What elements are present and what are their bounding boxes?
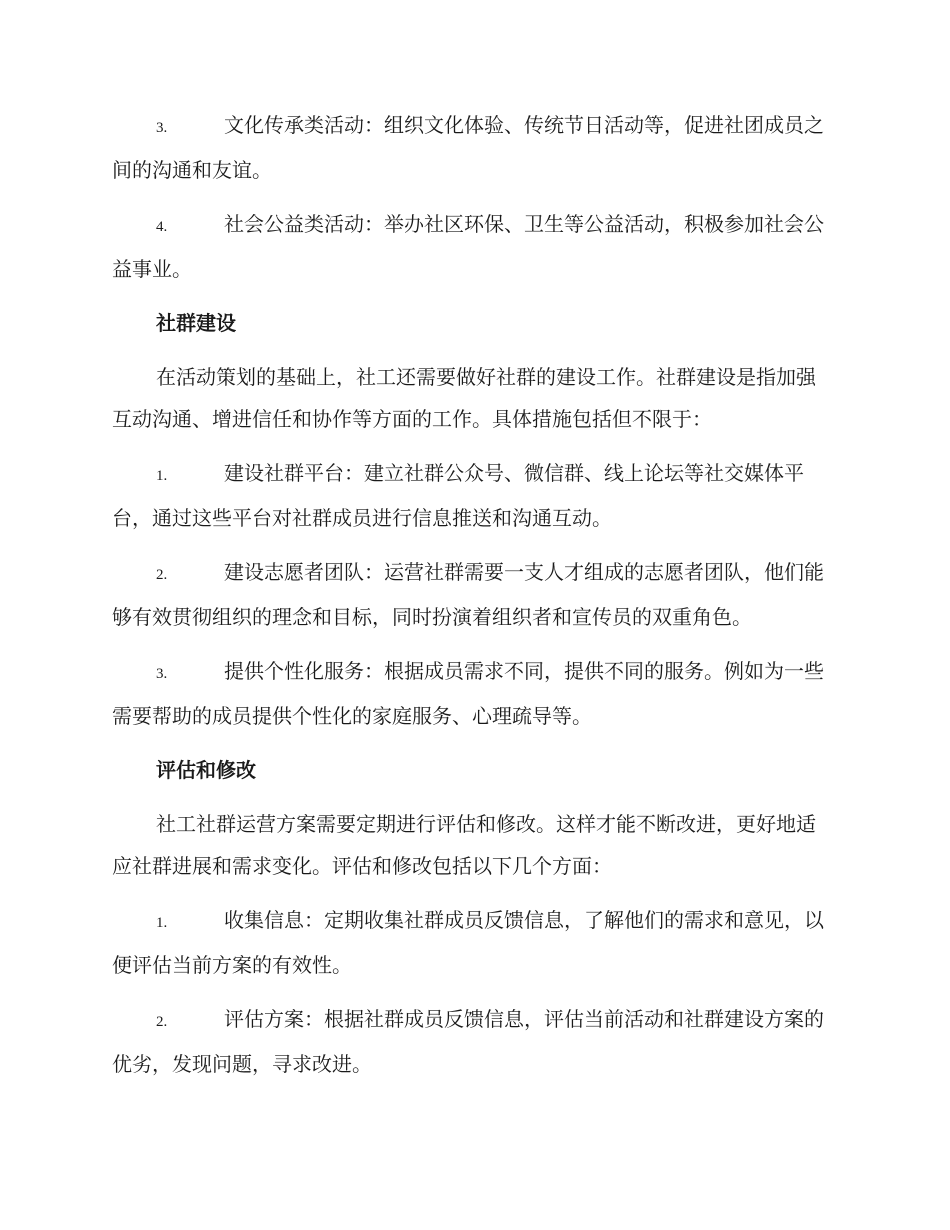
list-item-collect-information bbox=[112, 899, 834, 986]
list-item-text: 文化传承类活动：组织文化体验、传统节日活动等，促进社团成员之间的沟通和友谊。 bbox=[112, 113, 824, 182]
list-number: 1. bbox=[156, 915, 168, 931]
list-number: 2. bbox=[156, 1014, 168, 1030]
paragraph-community-building-intro: 在活动策划的基础上，社工还需要做好社群的建设工作。社群建设是指加强互动沟通、增进信任和协作等方面的工作。具体措施包括但不限于： bbox=[112, 365, 816, 431]
list-item-culture-activities bbox=[112, 104, 834, 191]
list-item-evaluate-plan bbox=[112, 998, 834, 1085]
list-number: 1. bbox=[156, 468, 168, 484]
section-heading-evaluation: 评估和修改 bbox=[156, 758, 256, 782]
list-item-public-welfare-activities bbox=[112, 203, 834, 290]
list-item-text: 建设社群平台：建立社群公众号、微信群、线上论坛等社交媒体平台，通过这些平台对社群成员进行信息推送和沟通互动。 bbox=[112, 461, 804, 530]
paragraph-evaluation-intro: 社工社群运营方案需要定期进行评估和修改。这样才能不断改进，更好地适应社群进展和需求变化。评估和修改包括以下几个方面： bbox=[112, 812, 816, 878]
list-number: 4. bbox=[156, 219, 168, 235]
list-number: 3. bbox=[156, 666, 168, 682]
document-body bbox=[112, 104, 834, 1097]
list-item-text: 提供个性化服务：根据成员需求不同，提供不同的服务。例如为一些需要帮助的成员提供个性化的家庭服务、心理疏导等。 bbox=[112, 659, 824, 728]
list-item-personalized-service bbox=[112, 650, 834, 737]
list-item-text: 评估方案：根据社群成员反馈信息，评估当前活动和社群建设方案的优劣，发现问题，寻求改进。 bbox=[112, 1007, 824, 1076]
list-item-text: 收集信息：定期收集社群成员反馈信息，了解他们的需求和意见，以便评估当前方案的有效性。 bbox=[112, 908, 824, 977]
list-item-volunteer-team bbox=[112, 551, 834, 638]
section-heading-community-building: 社群建设 bbox=[156, 311, 236, 335]
list-item-text: 建设志愿者团队：运营社群需要一支人才组成的志愿者团队，他们能够有效贯彻组织的理念和目标，同时扮演着组织者和宣传员的双重角色。 bbox=[112, 560, 824, 629]
list-number: 2. bbox=[156, 567, 168, 583]
list-number: 3. bbox=[156, 120, 168, 136]
list-item-community-platform bbox=[112, 452, 834, 539]
list-item-text: 社会公益类活动：举办社区环保、卫生等公益活动，积极参加社会公益事业。 bbox=[112, 212, 824, 281]
